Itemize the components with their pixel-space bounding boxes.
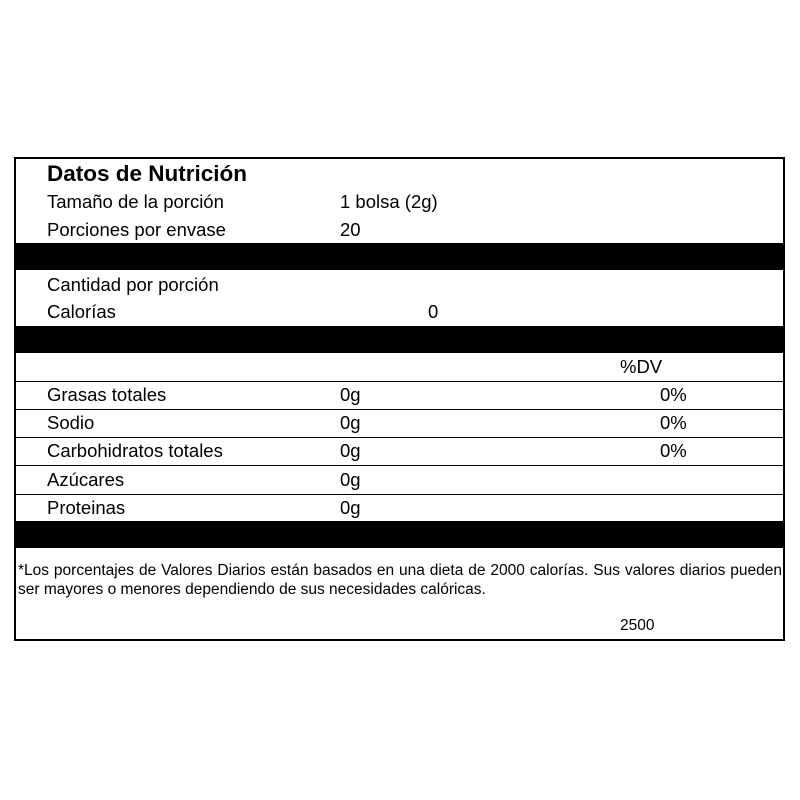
nutrient-amount: 0g	[340, 412, 361, 433]
label-title: Datos de Nutrición	[47, 161, 248, 186]
servings-value: 20	[340, 219, 361, 240]
dv-header: %DV	[620, 356, 663, 377]
nutrition-facts-label	[14, 157, 785, 641]
nutrient-name: Sodio	[47, 412, 95, 433]
calories-value: 0	[428, 301, 439, 322]
nutrient-dv: 0%	[660, 440, 687, 461]
reference-calories: 2500	[620, 617, 655, 634]
nutrient-name: Grasas totales	[47, 384, 167, 405]
amount-per-serving-label: Cantidad por porción	[47, 274, 219, 295]
nutrient-amount: 0g	[340, 469, 361, 490]
serving-size-value: 1 bolsa (2g)	[340, 191, 438, 212]
divider-bar-3	[16, 521, 783, 548]
divider-bar-1	[16, 243, 783, 270]
nutrient-row	[16, 437, 783, 466]
nutrient-amount: 0g	[340, 384, 361, 405]
serving-size-label: Tamaño de la porción	[47, 191, 224, 212]
nutrient-name: Carbohidratos totales	[47, 440, 223, 461]
servings-label: Porciones por envase	[47, 219, 226, 240]
calories-label: Calorías	[47, 301, 116, 322]
nutrient-name: Azúcares	[47, 469, 125, 490]
nutrient-dv: 0%	[660, 384, 687, 405]
nutrient-name: Proteinas	[47, 497, 126, 518]
nutrient-row	[16, 409, 783, 438]
nutrient-dv: 0%	[660, 412, 687, 433]
divider-bar-2	[16, 326, 783, 353]
nutrient-row	[16, 381, 783, 410]
nutrient-row	[16, 465, 783, 495]
nutrient-amount: 0g	[340, 440, 361, 461]
nutrient-amount: 0g	[340, 497, 361, 518]
daily-value-footnote: *Los porcentajes de Valores Diarios están basados en una dieta de 2000 calorías. Sus valores diarios pueden ser mayores o menores dependiendo de sus necesidades calóricas.	[18, 562, 782, 598]
nutrient-row	[16, 494, 783, 522]
